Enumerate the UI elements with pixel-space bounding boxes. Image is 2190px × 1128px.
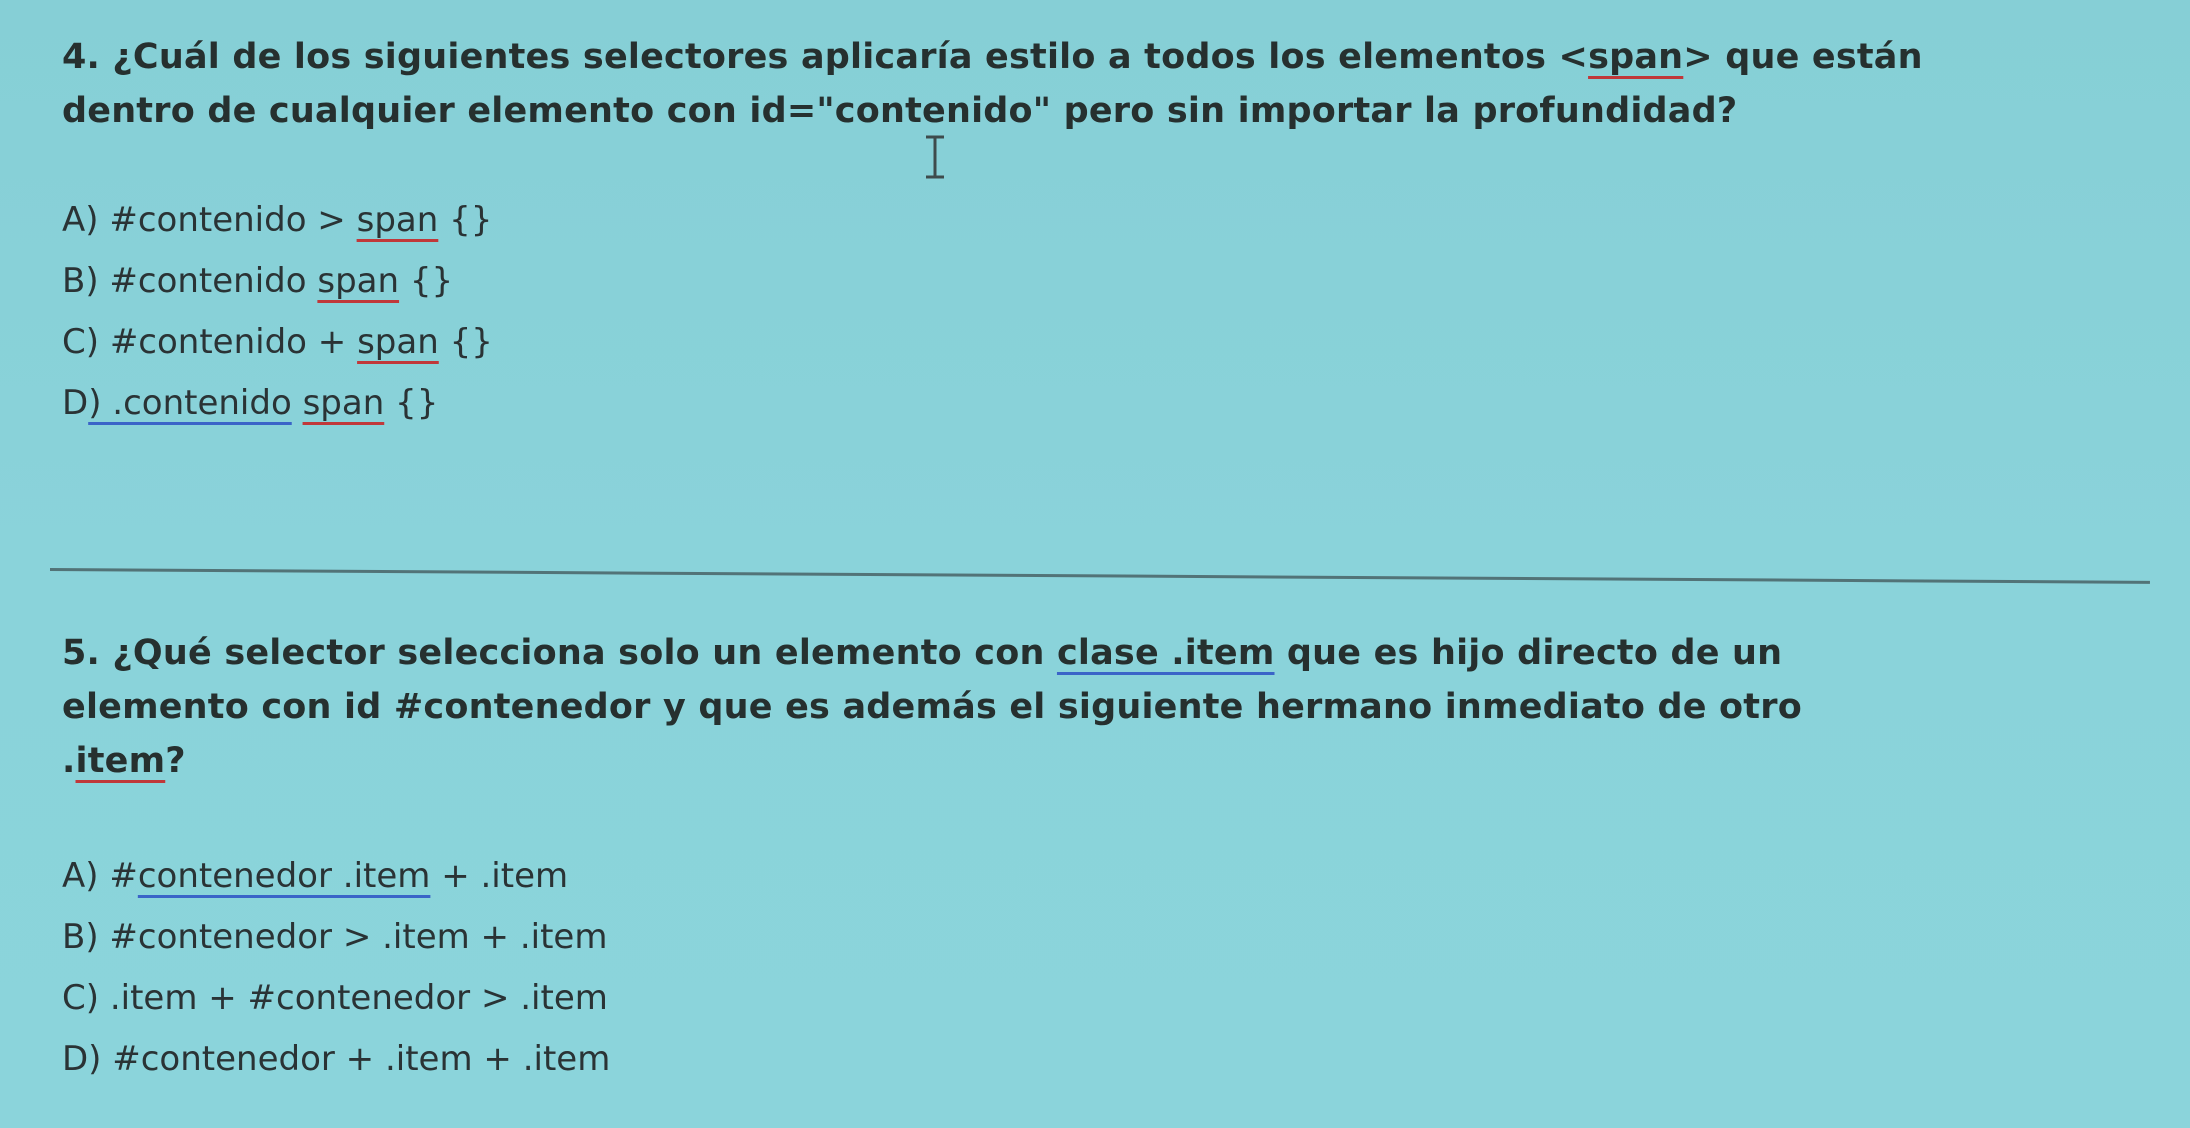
q4-option-d[interactable] <box>62 373 493 434</box>
question-5-line-3 <box>62 734 2142 788</box>
question-4 <box>62 30 2142 138</box>
q5-option-c[interactable]: C) .item + #contenedor > .item <box>62 978 608 1018</box>
q5-option-d[interactable]: D) #contenedor + .item + .item <box>62 1039 611 1079</box>
q5-option-a-prefix: A) # <box>62 856 138 896</box>
question-5-options <box>62 846 610 1090</box>
q5-option-a-suffix: + .item <box>430 856 569 896</box>
q4-option-c-word: span <box>357 322 439 362</box>
q5-option-a-blue: contenedor .item <box>137 856 431 896</box>
question-5-text-a: 5. ¿Qué selector selecciona solo un elemento con <box>62 633 1057 673</box>
question-4-text-c: > que están <box>1683 37 1923 77</box>
q4-option-d-prefix: D <box>62 383 89 423</box>
q4-option-d-blue: ) .contenido <box>88 383 292 423</box>
q4-option-d-mid <box>292 383 303 423</box>
q4-option-b-word: span <box>317 261 400 301</box>
question-5-item-word: item <box>75 741 166 781</box>
question-4-line-2: dentro de cualquier elemento con id="contenido" pero sin importar la profundidad? <box>62 91 1738 131</box>
q4-option-c[interactable] <box>62 312 493 373</box>
q4-option-d-word: span <box>302 383 385 423</box>
q4-option-c-suffix: {} <box>438 322 493 362</box>
question-5-clase-item: clase .item <box>1056 633 1275 673</box>
question-5-dot: . <box>62 741 76 781</box>
question-4-options <box>62 190 493 434</box>
q4-option-a-prefix: A) #contenido > <box>62 200 357 240</box>
question-5-text-c: que es hijo directo de un <box>1274 633 1783 673</box>
q4-option-d-suffix: {} <box>384 383 439 423</box>
question-4-text-a: 4. ¿Cuál de los siguientes selectores aplicaría estilo a todos los elementos < <box>62 37 1589 77</box>
q4-option-b-suffix: {} <box>399 261 454 301</box>
text-cursor-icon <box>920 134 950 180</box>
q4-option-c-prefix: C) #contenido + <box>62 322 358 362</box>
q4-option-a[interactable] <box>62 190 493 251</box>
q4-option-a-word: span <box>356 200 439 240</box>
question-5 <box>62 626 2142 788</box>
question-5-line-2: elemento con id #contenedor y que es además el siguiente hermano inmediato de otro <box>62 687 1802 727</box>
question-4-line-1 <box>62 30 2142 84</box>
question-5-line-1 <box>62 626 2142 680</box>
q5-option-a[interactable] <box>62 846 610 907</box>
q4-option-b-prefix: B) #contenido <box>62 261 318 301</box>
q5-option-b[interactable]: B) #contenedor > .item + .item <box>62 917 608 957</box>
question-4-span-word: span <box>1588 37 1684 77</box>
q4-option-b[interactable] <box>62 251 493 312</box>
question-5-qmark: ? <box>165 741 186 781</box>
section-divider <box>50 568 2150 584</box>
q4-option-a-suffix: {} <box>438 200 493 240</box>
